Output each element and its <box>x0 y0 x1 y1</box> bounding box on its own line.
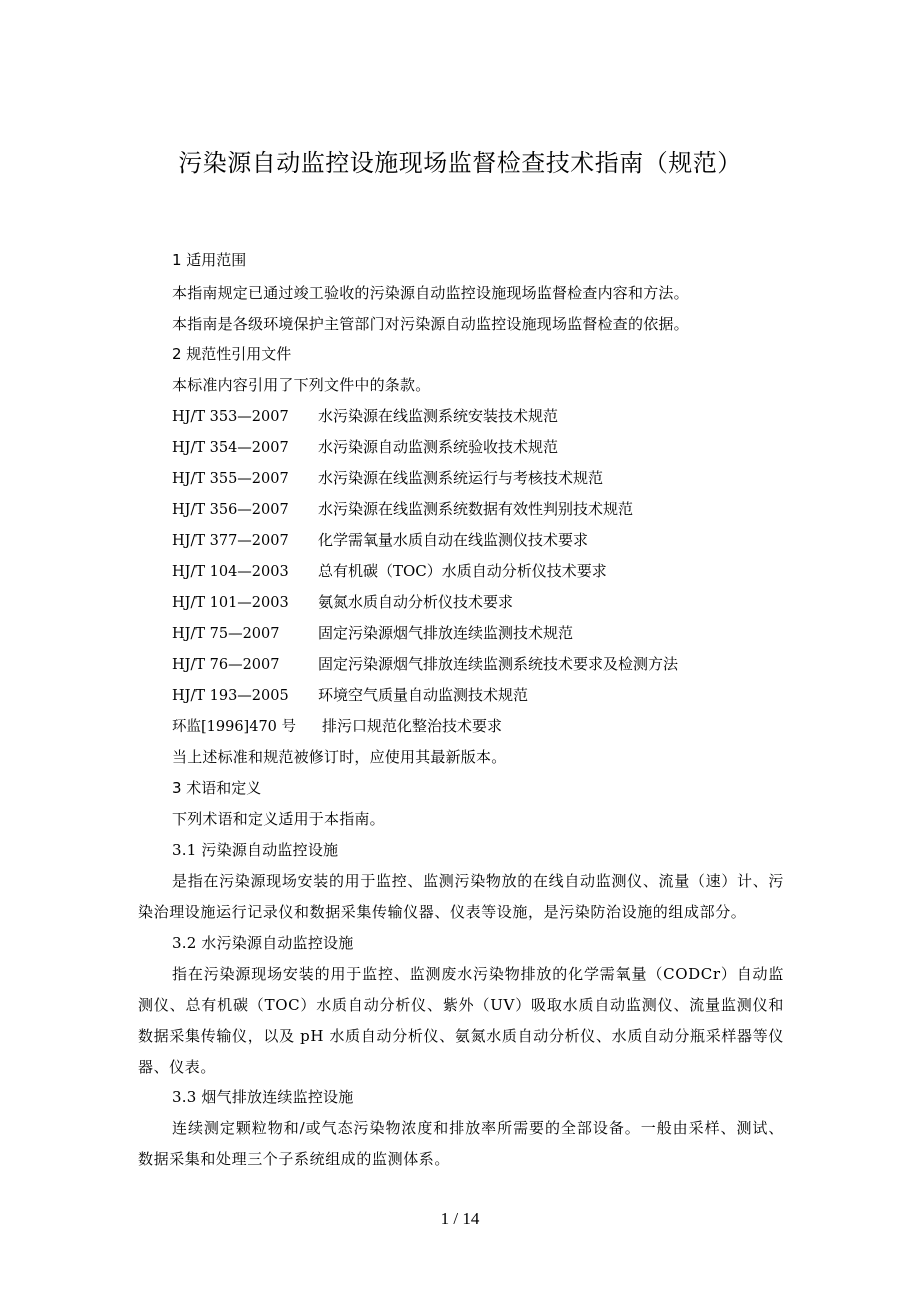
term-3-1-heading: 3.1 污染源自动监控设施 <box>172 841 339 859</box>
term-3-2-definition: 指在污染源现场安装的用于监控、监测废水污染物排放的化学需氧量（CODCr）自动监测仪、总有机碳（TOC）水质自动分析仪、紫外（UV）吸取水质自动监测仪、流量监测仪和数据采集传输仪，以及 pH 水质自动分析仪、氨氮水质自动分析仪、水质自动分瓶采样器等仪器、仪表。 <box>138 965 784 1076</box>
section-3-heading: 3 术语和定义 <box>172 779 262 797</box>
reference-row <box>172 406 558 427</box>
section-2-heading: 2 规范性引用文件 <box>172 345 292 363</box>
reference-code: HJ/T 193—2005 <box>172 688 289 704</box>
reference-row <box>172 437 558 458</box>
reference-name: 环境空气质量自动监测技术规范 <box>318 686 529 704</box>
reference-name: 固定污染源烟气排放连续监测系统技术要求及检测方法 <box>318 655 679 673</box>
reference-code: HJ/T 356—2007 <box>172 502 289 518</box>
reference-row <box>172 561 607 582</box>
term-3-3-heading: 3.3 烟气排放连续监控设施 <box>172 1088 354 1106</box>
section-1-paragraph: 本指南规定已通过竣工验收的污染源自动监控设施现场监督检查内容和方法。 <box>172 284 689 302</box>
section-2-note: 当上述标准和规范被修订时，应使用其最新版本。 <box>172 748 507 766</box>
document-title: 污染源自动监控设施现场监督检查技术指南（规范） <box>178 149 742 177</box>
reference-name: 水污染源在线监测系统运行与考核技术规范 <box>318 469 604 487</box>
reference-row <box>172 592 513 613</box>
reference-row <box>172 654 678 675</box>
reference-row <box>172 499 633 520</box>
reference-code: HJ/T 101—2003 <box>172 595 289 611</box>
reference-name: 水污染源在线监测系统安装技术规范 <box>318 407 559 425</box>
reference-name: 水污染源自动监测系统验收技术规范 <box>318 438 559 456</box>
reference-name: 水污染源在线监测系统数据有效性判别技术规范 <box>318 500 634 518</box>
reference-name: 固定污染源烟气排放连续监测技术规范 <box>318 624 574 642</box>
reference-name: 化学需氧量水质自动在线监测仪技术要求 <box>318 531 589 549</box>
reference-row <box>172 530 588 551</box>
term-3-2-heading: 3.2 水污染源自动监控设施 <box>172 934 354 952</box>
section-3-intro: 下列术语和定义适用于本指南。 <box>172 810 385 828</box>
reference-code: HJ/T 354—2007 <box>172 440 289 456</box>
reference-code: HJ/T 353—2007 <box>172 409 289 425</box>
reference-code: HJ/T 75—2007 <box>172 626 280 642</box>
term-3-3-definition: 连续测定颗粒物和/或气态污染物浓度和排放率所需要的全部设备。一般由采样、测试、数据采集和处理三个子系统组成的监测体系。 <box>138 1119 784 1168</box>
reference-code: 环监[1996]470 号 <box>172 719 297 735</box>
reference-row <box>172 716 502 737</box>
page-indicator: 1 / 14 <box>440 1209 480 1228</box>
section-1-heading: 1 适用范围 <box>172 251 247 269</box>
section-1-paragraph: 本指南是各级环境保护主管部门对污染源自动监控设施现场监督检查的依据。 <box>172 315 689 333</box>
reference-code: HJ/T 355—2007 <box>172 471 289 487</box>
reference-code: HJ/T 76—2007 <box>172 657 280 673</box>
reference-code: HJ/T 104—2003 <box>172 564 289 580</box>
reference-name: 氨氮水质自动分析仪技术要求 <box>318 593 514 611</box>
term-3-1-definition: 是指在污染源现场安装的用于监控、监测污染物放的在线自动监测仪、流量（速）计、污染治理设施运行记录仪和数据采集传输仪器、仪表等设施，是污染防治设施的组成部分。 <box>138 872 784 921</box>
reference-row <box>172 623 573 644</box>
reference-row <box>172 685 528 706</box>
reference-row <box>172 468 603 489</box>
reference-name: 排污口规范化整治技术要求 <box>322 717 503 735</box>
reference-code: HJ/T 377—2007 <box>172 533 289 549</box>
section-2-intro: 本标准内容引用了下列文件中的条款。 <box>172 376 431 394</box>
reference-name: 总有机碳（TOC）水质自动分析仪技术要求 <box>318 562 607 580</box>
